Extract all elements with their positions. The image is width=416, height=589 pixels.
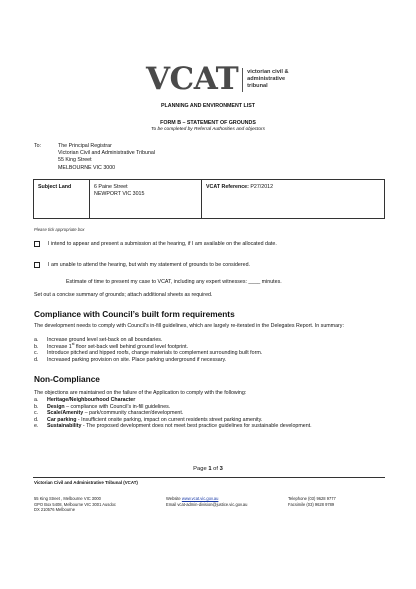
subject-land-table: [33, 179, 385, 219]
vcat-reference-value: P27/2012: [250, 184, 274, 190]
list-item: c. Introduce pitched and hipped roofs, change materials to complement surrounding built form.: [34, 350, 263, 357]
to-label: To:: [34, 143, 42, 149]
footer-address: 55 King Street , Melbourne VIC 3000 GPO Box 5408, Melbourne VIC 3001 Ausdoc DX 210576 Melbourne: [34, 496, 116, 513]
compliance-list: [34, 337, 384, 363]
appear-checkbox[interactable]: [34, 241, 40, 247]
vcat-logo: [146, 61, 289, 97]
vcat-reference-label: VCAT Reference:: [206, 184, 249, 190]
page-number: Page 1 of 3: [193, 466, 223, 472]
not-attend-label: I am unable to attend the hearing, but wish my statement of grounds to be considered.: [48, 262, 250, 268]
vcat-reference: [202, 180, 384, 218]
list-item: b. Design – compliance with Council’s in-fill guidelines.: [34, 403, 171, 410]
form-title: FORM B – STATEMENT OF GROUNDS: [160, 120, 256, 126]
list-item: e. Sustainability - The proposed development does not meet best practice guidelines for sustainable development.: [34, 423, 312, 430]
option-appear[interactable]: [34, 241, 277, 247]
tick-instruction: Please tick appropriate box: [34, 227, 85, 232]
compliance-heading: Compliance with Council’s built form requirements: [34, 309, 235, 319]
addressee-block: [34, 143, 155, 172]
non-compliance-heading: Non-Compliance: [34, 374, 100, 384]
list-item: d. Increased parking provision on site. Place parking underground if necessary.: [34, 356, 227, 363]
compliance-intro: The development needs to comply with Council’s in-fill guidelines, which are largely re-iterated in the Delegates Report. In summary:: [34, 323, 344, 329]
subject-land-label: Subject Land: [34, 180, 90, 218]
addressee-lines: The Principal Registrar Victorian Civil and Administrative Tribunal 55 King Street MELBOURNE VIC 3000: [58, 143, 156, 171]
time-estimate: Estimate of time to present my case to VCAT, including any expert witnesses: ____ minutes.: [66, 279, 282, 285]
list-item: a. Increase ground level set-back on all boundaries.: [34, 337, 163, 343]
website-link[interactable]: www.vcat.vic.gov.au: [181, 496, 219, 501]
logo-wordmark: VCAT: [146, 61, 239, 97]
subject-land-address: 6 Paine Street NEWPORT VIC 3015: [90, 180, 202, 218]
list-item: b. Increase 1st floor set-back well behind ground level footprint.: [34, 341, 189, 350]
form-subtitle: To be completed by Referral Authorities and objectors: [150, 127, 266, 132]
list-item: a. Heritage/Neighbourhood Character: [34, 397, 136, 403]
not-attend-checkbox[interactable]: [34, 262, 40, 268]
footer-title: Victorian Civil and Administrative Tribunal (VCAT): [34, 480, 138, 485]
list-item: d. Car parking - Insufficient onsite parking, impact on current residents street parking amenity.: [34, 416, 263, 423]
option-not-attend[interactable]: [34, 262, 250, 268]
email-address: vcat-admin-division@justice.vic.gov.au: [177, 501, 248, 507]
list-item: c. Scale/Amenity – park/community character/development.: [34, 410, 184, 417]
footer-contact-web: Website www.vcat.vic.gov.au Email vcat-admin-division@justice.vic.gov.au: [166, 496, 248, 507]
logo-divider: [242, 68, 243, 92]
footer-divider: [33, 477, 385, 478]
logo-tagline: victorian civil & administrative tribunal: [247, 69, 289, 89]
appear-label: I intend to appear and present a submission at the hearing, if I am available on the allocated date.: [48, 241, 277, 247]
non-compliance-intro: The objections are maintained on the failure of the Application to comply with the following:: [34, 390, 247, 396]
grounds-instruction: Set out a concise summary of grounds; attach additional sheets as required.: [34, 292, 213, 298]
footer-contact-phone: Telephone (03) 9628 9777 Facsimile (03) 9628 9789: [288, 496, 336, 507]
list-title: PLANNING AND ENVIRONMENT LIST: [161, 103, 255, 109]
non-compliance-list: [34, 397, 384, 430]
